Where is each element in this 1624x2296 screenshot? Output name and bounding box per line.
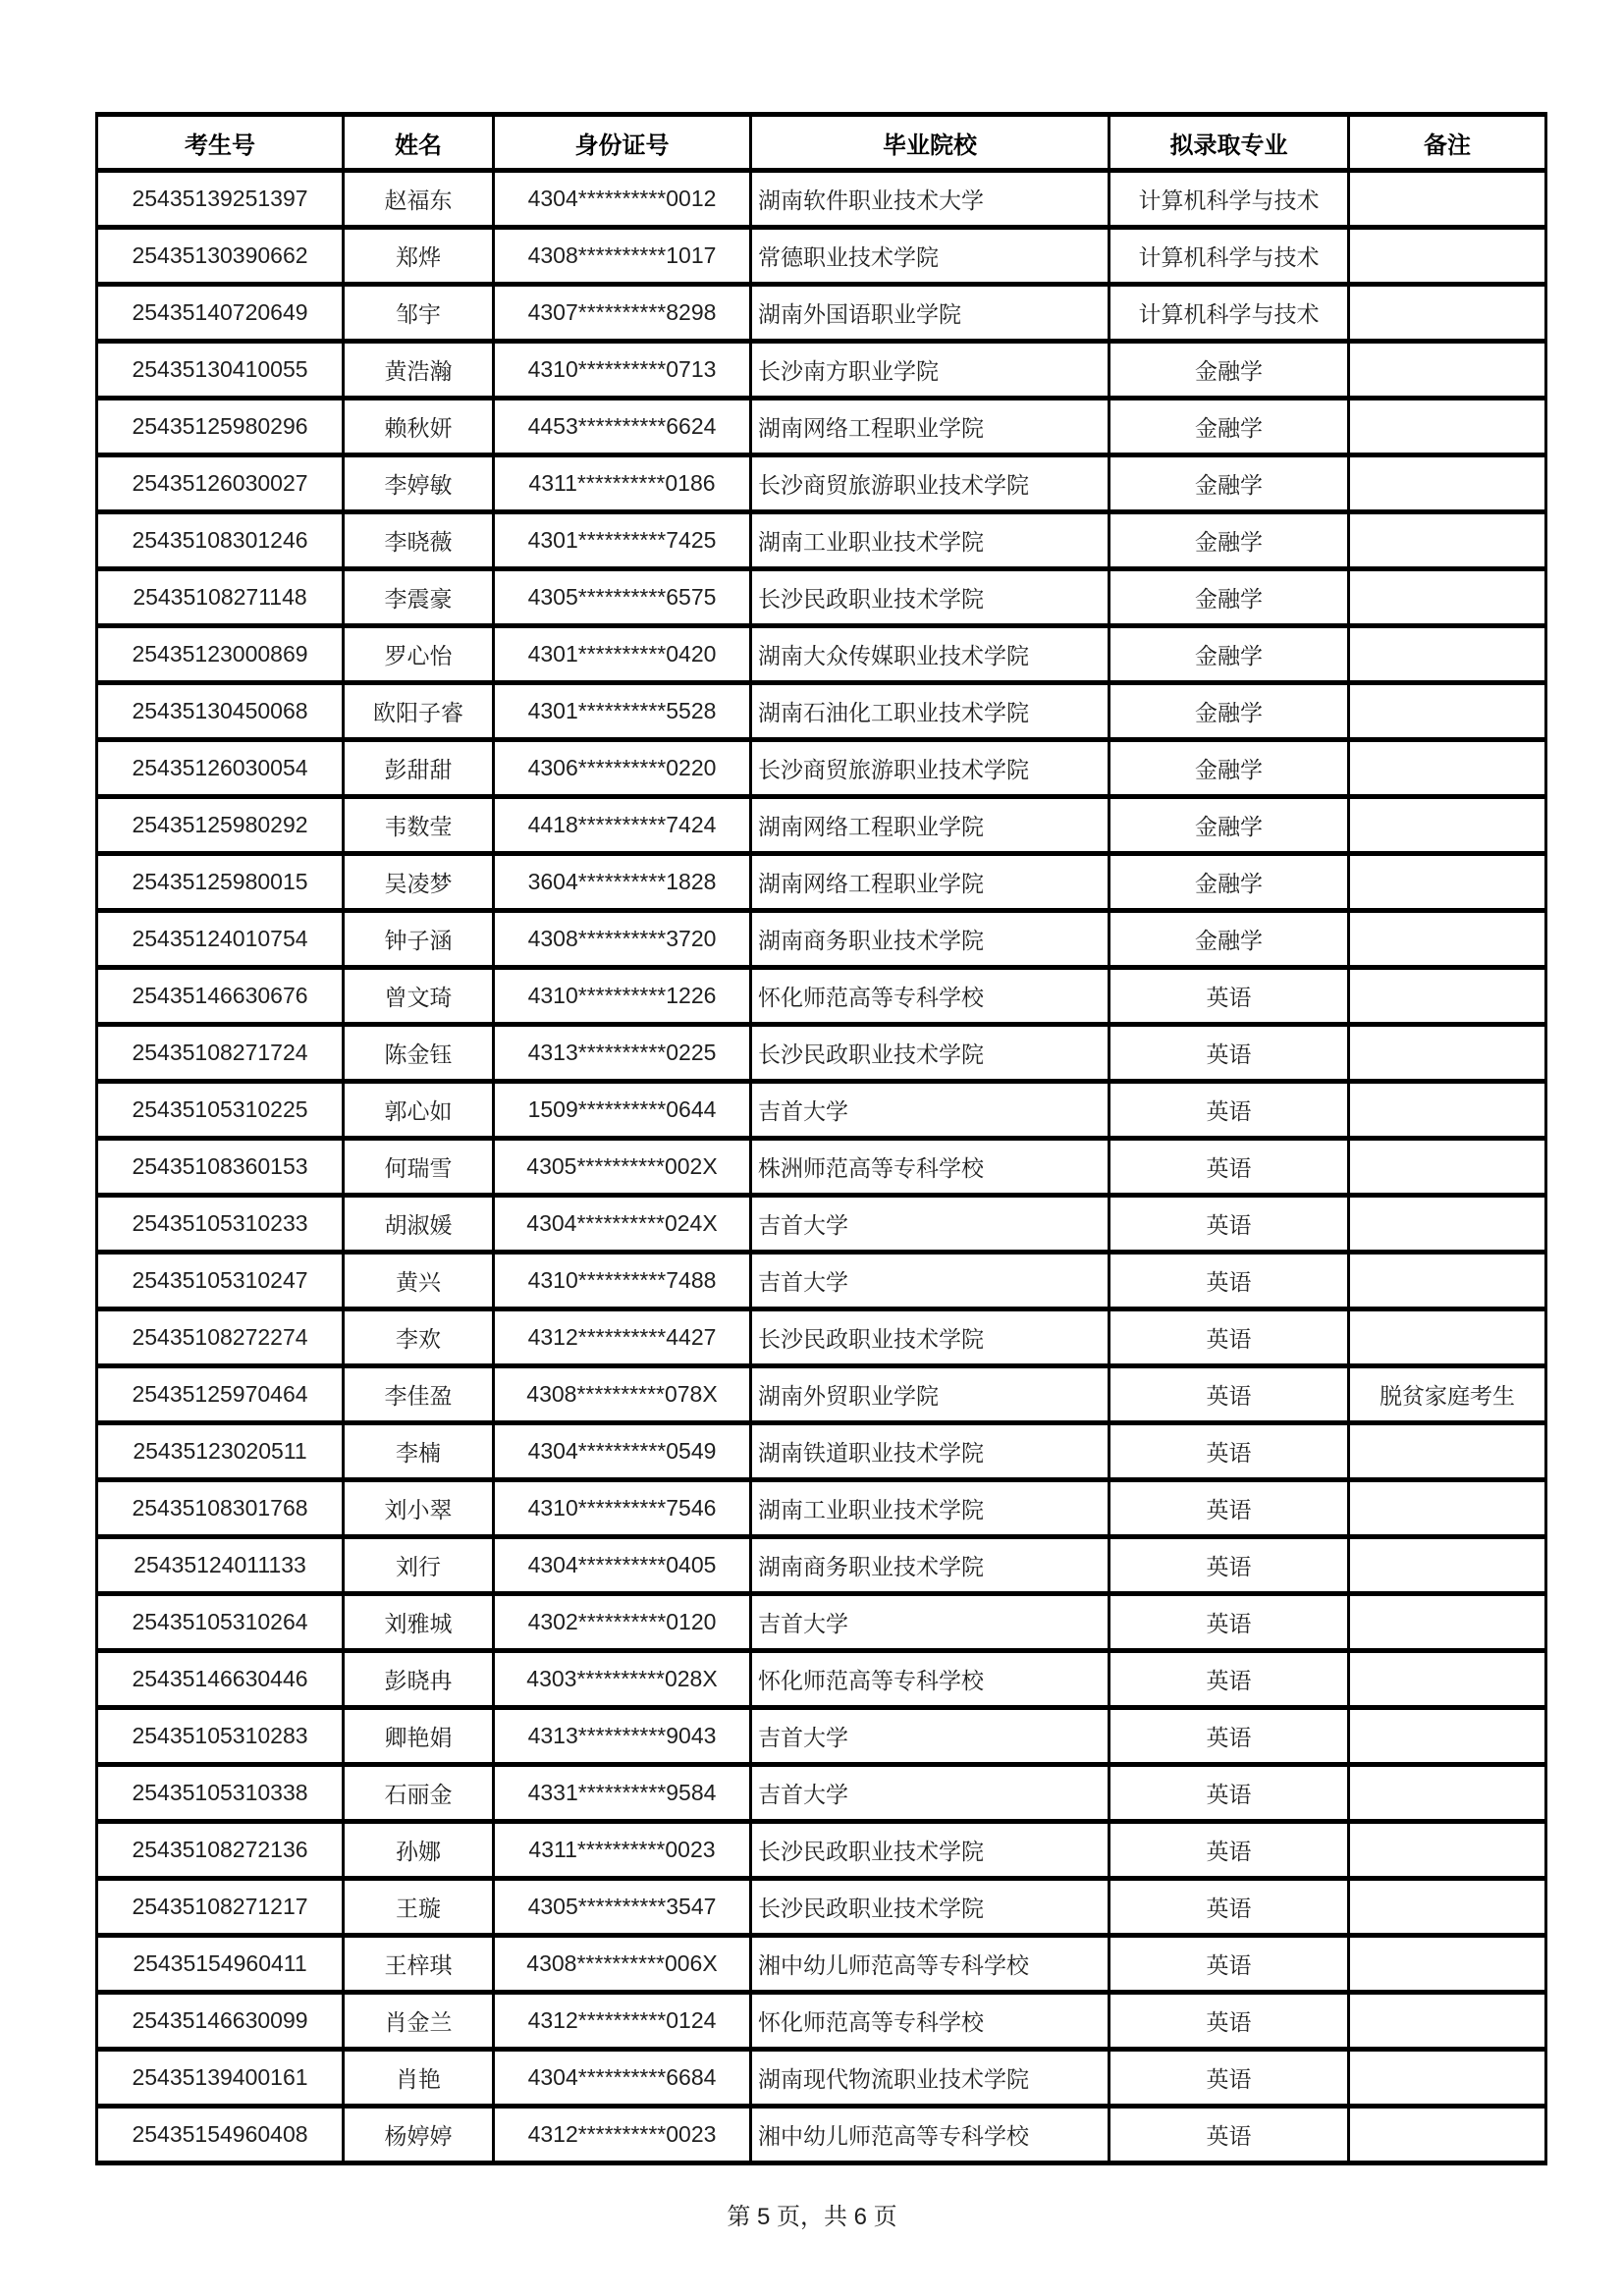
cell-candidate-id: 25435108271148	[97, 569, 344, 626]
cell-remark	[1349, 399, 1546, 455]
cell-name: 王璇	[344, 1879, 494, 1936]
table-row	[97, 1708, 1546, 1765]
cell-school: 长沙民政职业技术学院	[751, 1025, 1110, 1082]
cell-name: 黄兴	[344, 1253, 494, 1309]
table-header-row	[97, 115, 1546, 171]
cell-school: 湖南网络工程职业学院	[751, 399, 1110, 455]
table-row	[97, 968, 1546, 1025]
cell-remark	[1349, 1822, 1546, 1879]
cell-id-number: 4302**********0120	[494, 1594, 751, 1651]
cell-major: 英语	[1110, 1082, 1349, 1139]
column-header-3: 毕业院校	[751, 115, 1110, 171]
cell-remark	[1349, 1936, 1546, 1993]
cell-candidate-id: 25435105310264	[97, 1594, 344, 1651]
cell-id-number: 4301**********5528	[494, 683, 751, 740]
cell-major: 英语	[1110, 1765, 1349, 1822]
cell-major: 英语	[1110, 1309, 1349, 1366]
cell-school: 长沙民政职业技术学院	[751, 1879, 1110, 1936]
cell-major: 英语	[1110, 1480, 1349, 1537]
cell-name: 李欢	[344, 1309, 494, 1366]
cell-name: 郑烨	[344, 228, 494, 285]
cell-major: 金融学	[1110, 569, 1349, 626]
cell-remark	[1349, 285, 1546, 342]
cell-major: 金融学	[1110, 854, 1349, 911]
cell-major: 英语	[1110, 1708, 1349, 1765]
cell-school: 湖南铁道职业技术学院	[751, 1423, 1110, 1480]
column-header-2: 身份证号	[494, 115, 751, 171]
cell-school: 长沙南方职业学院	[751, 342, 1110, 399]
cell-school: 湖南石油化工职业技术学院	[751, 683, 1110, 740]
cell-major: 英语	[1110, 1993, 1349, 2050]
cell-id-number: 4306**********0220	[494, 740, 751, 797]
cell-school: 吉首大学	[751, 1253, 1110, 1309]
table-row	[97, 228, 1546, 285]
table-row	[97, 1651, 1546, 1708]
cell-major: 英语	[1110, 1423, 1349, 1480]
table-row	[97, 1765, 1546, 1822]
cell-remark	[1349, 1594, 1546, 1651]
cell-remark	[1349, 1765, 1546, 1822]
cell-major: 英语	[1110, 1253, 1349, 1309]
column-header-0: 考生号	[97, 115, 344, 171]
cell-name: 罗心怡	[344, 626, 494, 683]
cell-id-number: 4308**********3720	[494, 911, 751, 968]
cell-name: 肖金兰	[344, 1993, 494, 2050]
cell-name: 李楠	[344, 1423, 494, 1480]
cell-remark	[1349, 1480, 1546, 1537]
cell-remark	[1349, 911, 1546, 968]
cell-name: 曾文琦	[344, 968, 494, 1025]
admission-roster-table	[95, 112, 1547, 2165]
cell-id-number: 4301**********0420	[494, 626, 751, 683]
cell-id-number: 4310**********7546	[494, 1480, 751, 1537]
cell-candidate-id: 25435108301246	[97, 512, 344, 569]
cell-name: 李震豪	[344, 569, 494, 626]
cell-name: 卿艳娟	[344, 1708, 494, 1765]
cell-name: 肖艳	[344, 2050, 494, 2107]
table-row	[97, 626, 1546, 683]
cell-id-number: 4304**********0549	[494, 1423, 751, 1480]
cell-remark	[1349, 512, 1546, 569]
cell-candidate-id: 25435108271724	[97, 1025, 344, 1082]
cell-school: 株洲师范高等专科学校	[751, 1139, 1110, 1196]
cell-school: 吉首大学	[751, 1765, 1110, 1822]
cell-school: 常德职业技术学院	[751, 228, 1110, 285]
cell-id-number: 4331**********9584	[494, 1765, 751, 1822]
cell-name: 郭心如	[344, 1082, 494, 1139]
cell-name: 刘小翠	[344, 1480, 494, 1537]
cell-school: 湖南网络工程职业学院	[751, 797, 1110, 854]
cell-school: 湖南外国语职业学院	[751, 285, 1110, 342]
cell-major: 金融学	[1110, 626, 1349, 683]
cell-remark	[1349, 740, 1546, 797]
cell-id-number: 4453**********6624	[494, 399, 751, 455]
cell-id-number: 1509**********0644	[494, 1082, 751, 1139]
table-row	[97, 911, 1546, 968]
cell-school: 湖南商务职业技术学院	[751, 911, 1110, 968]
cell-school: 湖南商务职业技术学院	[751, 1537, 1110, 1594]
cell-major: 英语	[1110, 968, 1349, 1025]
cell-id-number: 4418**********7424	[494, 797, 751, 854]
cell-id-number: 4313**********0225	[494, 1025, 751, 1082]
cell-school: 怀化师范高等专科学校	[751, 968, 1110, 1025]
cell-id-number: 4308**********078X	[494, 1366, 751, 1423]
cell-id-number: 4304**********0012	[494, 171, 751, 228]
cell-name: 胡淑媛	[344, 1196, 494, 1253]
cell-remark	[1349, 1309, 1546, 1366]
cell-id-number: 4308**********006X	[494, 1936, 751, 1993]
cell-remark	[1349, 1139, 1546, 1196]
cell-id-number: 4310**********1226	[494, 968, 751, 1025]
table-row	[97, 1253, 1546, 1309]
table-row	[97, 2050, 1546, 2107]
cell-school: 怀化师范高等专科学校	[751, 1993, 1110, 2050]
cell-candidate-id: 25435126030054	[97, 740, 344, 797]
cell-remark	[1349, 626, 1546, 683]
cell-major: 英语	[1110, 2107, 1349, 2163]
cell-school: 长沙民政职业技术学院	[751, 1822, 1110, 1879]
cell-remark	[1349, 1993, 1546, 2050]
cell-major: 金融学	[1110, 455, 1349, 512]
cell-major: 金融学	[1110, 342, 1349, 399]
cell-major: 金融学	[1110, 512, 1349, 569]
cell-candidate-id: 25435105310338	[97, 1765, 344, 1822]
column-header-4: 拟录取专业	[1110, 115, 1349, 171]
cell-remark	[1349, 455, 1546, 512]
cell-major: 英语	[1110, 1025, 1349, 1082]
cell-school: 吉首大学	[751, 1082, 1110, 1139]
column-header-5: 备注	[1349, 115, 1546, 171]
cell-school: 长沙商贸旅游职业技术学院	[751, 455, 1110, 512]
cell-name: 欧阳子睿	[344, 683, 494, 740]
cell-school: 湖南网络工程职业学院	[751, 854, 1110, 911]
cell-candidate-id: 25435125980015	[97, 854, 344, 911]
cell-major: 金融学	[1110, 740, 1349, 797]
table-row	[97, 455, 1546, 512]
cell-candidate-id: 25435139251397	[97, 171, 344, 228]
cell-name: 吴凌梦	[344, 854, 494, 911]
table-row	[97, 740, 1546, 797]
cell-candidate-id: 25435123020511	[97, 1423, 344, 1480]
table-row	[97, 285, 1546, 342]
cell-id-number: 4305**********3547	[494, 1879, 751, 1936]
cell-major: 金融学	[1110, 399, 1349, 455]
cell-major: 计算机科学与技术	[1110, 171, 1349, 228]
cell-candidate-id: 25435125970464	[97, 1366, 344, 1423]
cell-name: 黄浩瀚	[344, 342, 494, 399]
cell-school: 怀化师范高等专科学校	[751, 1651, 1110, 1708]
cell-school: 湖南现代物流职业技术学院	[751, 2050, 1110, 2107]
cell-name: 刘雅城	[344, 1594, 494, 1651]
cell-major: 英语	[1110, 1879, 1349, 1936]
cell-id-number: 4305**********6575	[494, 569, 751, 626]
cell-remark	[1349, 2107, 1546, 2163]
cell-name: 赖秋妍	[344, 399, 494, 455]
cell-remark	[1349, 968, 1546, 1025]
cell-candidate-id: 25435108272136	[97, 1822, 344, 1879]
cell-candidate-id: 25435108272274	[97, 1309, 344, 1366]
cell-school: 长沙商贸旅游职业技术学院	[751, 740, 1110, 797]
cell-candidate-id: 25435105310247	[97, 1253, 344, 1309]
table-row	[97, 171, 1546, 228]
cell-candidate-id: 25435105310233	[97, 1196, 344, 1253]
cell-candidate-id: 25435146630676	[97, 968, 344, 1025]
cell-remark	[1349, 342, 1546, 399]
cell-candidate-id: 25435125980292	[97, 797, 344, 854]
cell-remark	[1349, 1082, 1546, 1139]
cell-candidate-id: 25435108271217	[97, 1879, 344, 1936]
cell-id-number: 4312**********0124	[494, 1993, 751, 2050]
table-row	[97, 1025, 1546, 1082]
cell-candidate-id: 25435130450068	[97, 683, 344, 740]
cell-school: 吉首大学	[751, 1594, 1110, 1651]
cell-candidate-id: 25435130410055	[97, 342, 344, 399]
cell-name: 赵福东	[344, 171, 494, 228]
cell-remark	[1349, 1025, 1546, 1082]
cell-candidate-id: 25435140720649	[97, 285, 344, 342]
cell-remark	[1349, 1253, 1546, 1309]
cell-id-number: 4301**********7425	[494, 512, 751, 569]
cell-candidate-id: 25435123000869	[97, 626, 344, 683]
cell-remark	[1349, 797, 1546, 854]
table-row	[97, 1594, 1546, 1651]
table-row	[97, 1366, 1546, 1423]
cell-candidate-id: 25435108360153	[97, 1139, 344, 1196]
cell-major: 英语	[1110, 2050, 1349, 2107]
cell-school: 湘中幼儿师范高等专科学校	[751, 1936, 1110, 1993]
cell-name: 李晓薇	[344, 512, 494, 569]
cell-remark	[1349, 228, 1546, 285]
cell-remark	[1349, 569, 1546, 626]
table-row	[97, 342, 1546, 399]
table-row	[97, 1196, 1546, 1253]
cell-major: 英语	[1110, 1196, 1349, 1253]
table-row	[97, 854, 1546, 911]
table-row	[97, 1480, 1546, 1537]
cell-id-number: 4304**********0405	[494, 1537, 751, 1594]
cell-candidate-id: 25435108301768	[97, 1480, 344, 1537]
column-header-1: 姓名	[344, 115, 494, 171]
cell-major: 计算机科学与技术	[1110, 285, 1349, 342]
cell-school: 湖南工业职业技术学院	[751, 512, 1110, 569]
table-row	[97, 512, 1546, 569]
cell-candidate-id: 25435124010754	[97, 911, 344, 968]
cell-name: 彭甜甜	[344, 740, 494, 797]
cell-name: 钟子涵	[344, 911, 494, 968]
cell-candidate-id: 25435105310225	[97, 1082, 344, 1139]
cell-candidate-id: 25435124011133	[97, 1537, 344, 1594]
cell-name: 韦数莹	[344, 797, 494, 854]
cell-name: 彭晓冉	[344, 1651, 494, 1708]
cell-major: 金融学	[1110, 911, 1349, 968]
cell-candidate-id: 25435146630446	[97, 1651, 344, 1708]
table-row	[97, 1879, 1546, 1936]
cell-candidate-id: 25435154960411	[97, 1936, 344, 1993]
table-row	[97, 683, 1546, 740]
cell-candidate-id: 25435125980296	[97, 399, 344, 455]
table-row	[97, 1993, 1546, 2050]
cell-id-number: 4311**********0023	[494, 1822, 751, 1879]
cell-remark	[1349, 1196, 1546, 1253]
table-row	[97, 797, 1546, 854]
cell-remark	[1349, 171, 1546, 228]
cell-id-number: 4312**********4427	[494, 1309, 751, 1366]
cell-major: 英语	[1110, 1651, 1349, 1708]
table-row	[97, 569, 1546, 626]
cell-name: 李婷敏	[344, 455, 494, 512]
cell-id-number: 4310**********7488	[494, 1253, 751, 1309]
cell-major: 计算机科学与技术	[1110, 228, 1349, 285]
cell-school: 湖南软件职业技术大学	[751, 171, 1110, 228]
cell-candidate-id: 25435139400161	[97, 2050, 344, 2107]
cell-remark	[1349, 1708, 1546, 1765]
cell-name: 刘行	[344, 1537, 494, 1594]
cell-school: 长沙民政职业技术学院	[751, 1309, 1110, 1366]
cell-id-number: 4313**********9043	[494, 1708, 751, 1765]
cell-name: 王梓琪	[344, 1936, 494, 1993]
table-row	[97, 1822, 1546, 1879]
cell-name: 陈金钰	[344, 1025, 494, 1082]
table-row	[97, 1082, 1546, 1139]
cell-school: 湖南工业职业技术学院	[751, 1480, 1110, 1537]
cell-candidate-id: 25435154960408	[97, 2107, 344, 2163]
cell-remark	[1349, 1537, 1546, 1594]
cell-candidate-id: 25435146630099	[97, 1993, 344, 2050]
cell-remark	[1349, 2050, 1546, 2107]
table-row	[97, 1139, 1546, 1196]
cell-id-number: 4312**********0023	[494, 2107, 751, 2163]
table-row	[97, 1936, 1546, 1993]
cell-name: 李佳盈	[344, 1366, 494, 1423]
page-number-footer: 第 5 页，共 6 页	[727, 2204, 897, 2230]
cell-remark	[1349, 1423, 1546, 1480]
cell-major: 金融学	[1110, 797, 1349, 854]
cell-name: 石丽金	[344, 1765, 494, 1822]
cell-id-number: 4307**********8298	[494, 285, 751, 342]
table-row	[97, 1537, 1546, 1594]
cell-major: 英语	[1110, 1822, 1349, 1879]
cell-major: 英语	[1110, 1594, 1349, 1651]
table-row	[97, 1309, 1546, 1366]
cell-major: 英语	[1110, 1139, 1349, 1196]
cell-school: 湖南大众传媒职业技术学院	[751, 626, 1110, 683]
cell-name: 何瑞雪	[344, 1139, 494, 1196]
table-row	[97, 1423, 1546, 1480]
table-row	[97, 399, 1546, 455]
cell-id-number: 4303**********028X	[494, 1651, 751, 1708]
cell-school: 吉首大学	[751, 1708, 1110, 1765]
cell-remark	[1349, 854, 1546, 911]
cell-remark: 脱贫家庭考生	[1349, 1366, 1546, 1423]
cell-major: 金融学	[1110, 683, 1349, 740]
cell-major: 英语	[1110, 1537, 1349, 1594]
cell-id-number: 3604**********1828	[494, 854, 751, 911]
cell-candidate-id: 25435105310283	[97, 1708, 344, 1765]
cell-id-number: 4310**********0713	[494, 342, 751, 399]
cell-candidate-id: 25435126030027	[97, 455, 344, 512]
cell-major: 英语	[1110, 1366, 1349, 1423]
cell-candidate-id: 25435130390662	[97, 228, 344, 285]
cell-id-number: 4311**********0186	[494, 455, 751, 512]
cell-name: 孙娜	[344, 1822, 494, 1879]
cell-school: 湘中幼儿师范高等专科学校	[751, 2107, 1110, 2163]
cell-school: 吉首大学	[751, 1196, 1110, 1253]
cell-remark	[1349, 683, 1546, 740]
cell-remark	[1349, 1651, 1546, 1708]
table-row	[97, 2107, 1546, 2163]
cell-id-number: 4308**********1017	[494, 228, 751, 285]
cell-name: 杨婷婷	[344, 2107, 494, 2163]
cell-name: 邹宇	[344, 285, 494, 342]
cell-remark	[1349, 1879, 1546, 1936]
cell-id-number: 4304**********6684	[494, 2050, 751, 2107]
cell-major: 英语	[1110, 1936, 1349, 1993]
cell-id-number: 4304**********024X	[494, 1196, 751, 1253]
cell-school: 长沙民政职业技术学院	[751, 569, 1110, 626]
cell-school: 湖南外贸职业学院	[751, 1366, 1110, 1423]
cell-id-number: 4305**********002X	[494, 1139, 751, 1196]
